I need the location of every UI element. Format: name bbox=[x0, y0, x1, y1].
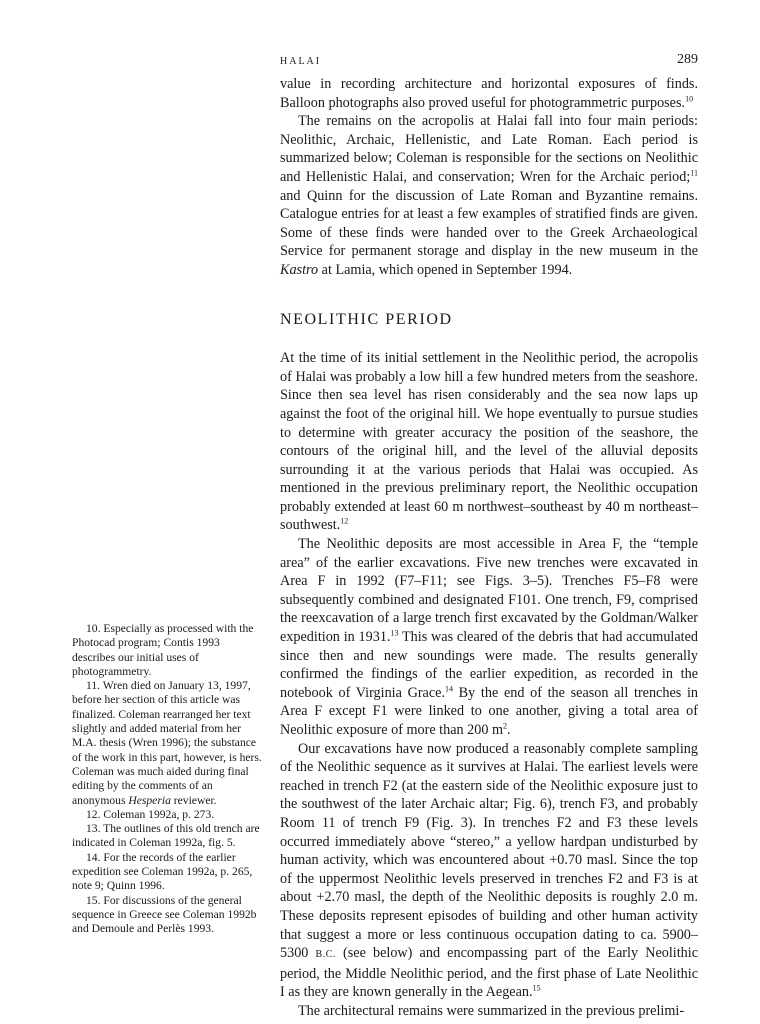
footnote-ref-15: 15 bbox=[532, 983, 541, 993]
paragraph-1: value in recording architecture and horizontal exposures of finds. Balloon photographs also proved useful for photogrammetric purposes.$^{10}$ bbox=[280, 76, 698, 111]
paragraph-3: At the time of its initial settlement in the Neolithic period, the acropolis of Halai was probably a low hill a few hundred meters from the seashore. Since then sea level has risen considerably and the sea now laps up against the foot of the original hill. We hope eventually to pursue studies to determine with greater accuracy the position of the seashore, the contours of the original hill, and the level of the alluvial deposits surrounding it at the various periods that Halai was occupied. As mentioned in the previous preliminary report, the Neolithic occupation probably extended at least 60 m northwest–southeast by 40 m northeast–southwest.$^{12}$ bbox=[280, 350, 698, 534]
footnote-12: 12. Coleman 1992a, p. 273. bbox=[86, 807, 215, 821]
paragraph-4: The Neolithic deposits are most accessible in Area F, the “temple area” of the earlier excavations. Five new trenches were excavated in Area F in 1992 (F7–F11; see Figs. 3–5). Trenches F5–F8 were subsequently combined and designated F101. One trench, F9, comprised the reexcavation of a large trench first excavated by the Goldman/Walker expedition in 1931.13 This was cleared of the debris that had accumulated since then and new soundings were made. The results generally confirmed the findings of the earlier expedition, as recorded in the notebook of Virginia Grace.$^{14}$ By the end of the season all trenches in Area F except F1 were linked to one another, giving a total area of Neolithic exposure of more than 200 $m^2$. bbox=[280, 536, 698, 738]
paragraph-5: Our excavations have now produced a reasonably complete sampling of the Neolithic sequence as it survives at Halai. The earliest levels were reached in trench F2 (at the eastern side of the Neolithic exposure just to the southwest of the later Archaic altar; Fig. 6), trench F3, and probably Room 11 of trench F9 (Fig. 3). In trenches F2 and F3 these levels occurred immediately above “stereo,” a yellow hardpan undisturbed by human activity, which was encountered about +0.70 masl. Since the top of the uppermost Neolithic levels preserved in trenches F2 and F3 is at about +2.70 masl, the depth of the Neolithic deposits is roughly 2.0 m. These deposits represent episodes of building and other human activity that suggest a more or less continuous occupation dating to ca. 5900–5300 B.C. (see below) and encompassing part of the Early Neolithic period, the Middle Neolithic period, and the first phase of Late Neolithic I as they are known generally in the Aegean.$^{15}$ bbox=[280, 740, 699, 1001]
section-heading: NEOLITHIC PERIOD bbox=[280, 310, 453, 328]
footnote-ref-13: 13 bbox=[390, 628, 399, 638]
footnotes bbox=[62, 622, 262, 937]
footnote-14: 14. For the records of the earlier expedition see Coleman 1992a, p. 265, note 9; Quinn 1996. bbox=[72, 850, 253, 893]
running-head: HALAI bbox=[280, 56, 322, 67]
superscript-squared: 2 bbox=[503, 721, 508, 731]
footnote-11: 11. Wren died on January 13, 1997, before her section of this article was finalized. Coleman rearranged her text slightly and added material from her M.A. thesis (Wren 1996); the substance of the work in this part, however, is hers. Coleman was much aided during final editing by the comments of an anonymous Hesperia reviewer. bbox=[72, 679, 262, 807]
paragraph-2: The remains on the acropolis at Halai fall into four main periods: Neolithic, Archaic, Hellenistic, and Late Roman. Each period is summarized below; Coleman is responsible for the sections on Neolithic and Hellenistic Halai, and conservation; Wren for the Archaic period;$^{11}$ and Quinn for the discussion of Late Roman and Byzantine remains. Catalogue entries for at least a few examples of stratified finds are given. Some of these finds were handed over to the Greek Archaeological Service for permanent storage and display in the new museum in the Kastro at Lamia, which opened in September 1994. bbox=[280, 113, 698, 278]
footnote-ref-14: 14 bbox=[445, 684, 453, 694]
footnote-ref-11: 11 bbox=[690, 168, 698, 178]
paragraph-6: The architectural remains were summarized in the previous prelimi- bbox=[298, 1002, 685, 1019]
page-number: 289 bbox=[677, 52, 698, 67]
footnote-15: 15. For discussions of the general sequence in Greece see Coleman 1992b and Demoule and Perlès 1993. bbox=[72, 893, 257, 936]
footnote-10: 10. Especially as processed with the Photocad program; Contis 1993 describes our initial uses of photogrammetry. bbox=[72, 622, 254, 678]
footnote-ref-10: 10 bbox=[685, 93, 694, 103]
main-text bbox=[280, 75, 698, 1021]
footnote-13: 13. The outlines of this old trench are indicated in Coleman 1992a, fig. 5. bbox=[72, 822, 260, 850]
footnote-ref-12: 12 bbox=[340, 516, 349, 526]
